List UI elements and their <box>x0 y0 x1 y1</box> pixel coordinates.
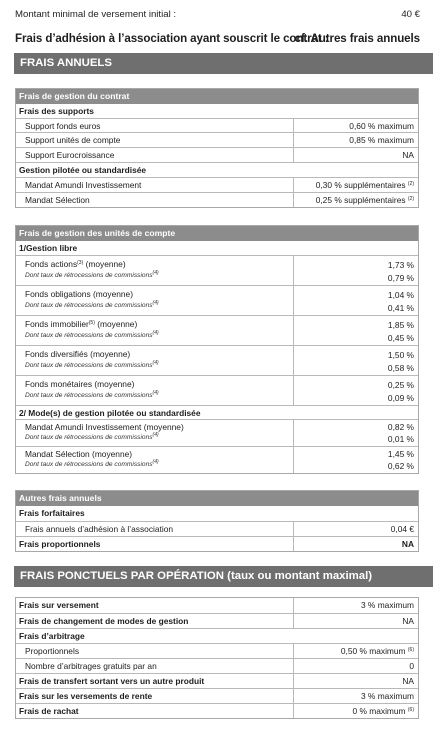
row-label: Frais de rachat <box>19 706 79 716</box>
other-annual-fees-table <box>15 490 419 552</box>
footnote-ref: (2) <box>407 196 414 202</box>
group-label: Frais d’arbitrage <box>19 631 85 641</box>
row-label: Frais annuels d’adhésion à l’association <box>25 524 174 534</box>
footnote-ref: (4) <box>152 300 159 306</box>
one-off-fees-band: FRAIS PONCTUELS PAR OPÉRATION (taux ou montant maximal) <box>14 566 433 587</box>
group-label: Frais forfaitaires <box>19 508 85 518</box>
row-value: NA <box>402 616 414 626</box>
retro-label: Dont taux de rétrocessions de commissions <box>25 302 153 309</box>
table-row <box>16 536 418 551</box>
row-label: Mandat Sélection (moyenne) <box>25 449 133 459</box>
row-value: 1,85 % <box>387 320 414 330</box>
table-row <box>16 446 418 473</box>
retro-label: Dont taux de rétrocessions de commissions <box>25 434 153 441</box>
association-fee-value: cf. Autres frais annuels <box>294 32 420 45</box>
table-group-row <box>16 506 418 521</box>
table-row <box>16 419 418 446</box>
row-value: 1,04 % <box>387 290 414 300</box>
row-value: 1,73 % <box>387 260 414 270</box>
row-label: Mandat Amundi Investissement (moyenne) <box>25 422 184 432</box>
row-value: 0,25 % supplémentaires <box>315 195 406 205</box>
retro-label: Dont taux de rétrocessions de commissions <box>25 272 153 279</box>
footnote-ref: (4) <box>152 270 159 276</box>
row-value: 0 <box>409 661 414 671</box>
row-label-suffix: (moyenne) <box>94 319 138 329</box>
table-header: Frais de gestion du contrat <box>16 89 418 104</box>
retro-label: Dont taux de rétrocessions de commissions <box>25 332 153 339</box>
table-row <box>16 315 418 345</box>
row-label: Fonds diversifiés (moyenne) <box>25 349 131 359</box>
retro-value: 0,58 % <box>387 363 414 373</box>
footnote-ref: (6) <box>407 647 414 653</box>
row-value: 0,25 % <box>387 380 414 390</box>
retro-value: 0,09 % <box>387 393 414 403</box>
retro-value: 0,45 % <box>387 333 414 343</box>
footnote-ref: (5) <box>88 320 95 326</box>
row-label: Support fonds euros <box>25 121 101 131</box>
row-value: NA <box>402 676 414 686</box>
minimum-payment-label: Montant minimal de versement initial : <box>15 9 177 20</box>
table-row <box>16 643 418 658</box>
row-value: 1,45 % <box>387 449 414 459</box>
row-value: 0,85 % maximum <box>349 135 414 145</box>
table-row <box>16 118 418 132</box>
minimum-payment-line <box>15 9 420 20</box>
row-value: 0,30 % supplémentaires <box>315 180 406 190</box>
footnote-ref: (2) <box>407 181 414 187</box>
row-value: 0 % maximum <box>352 706 406 716</box>
row-label: Frais de transfert sortant vers un autre produit <box>19 676 205 686</box>
table-row <box>16 673 418 688</box>
row-label: Mandat Amundi Investissement <box>25 180 142 190</box>
table-group-row <box>16 104 418 118</box>
row-label: Fonds immobilier <box>25 319 89 329</box>
table-row <box>16 658 418 673</box>
group-label: 1/Gestion libre <box>19 243 78 253</box>
row-value: 1,50 % <box>387 350 414 360</box>
retro-label: Dont taux de rétrocessions de commissions <box>25 461 153 468</box>
footnote-ref: (6) <box>407 707 414 713</box>
row-label: Fonds monétaires (moyenne) <box>25 379 135 389</box>
retro-label: Dont taux de rétrocessions de commissions <box>25 362 153 369</box>
footnote-ref: (4) <box>152 390 159 396</box>
footnote-ref: (3) <box>77 260 84 266</box>
row-label: Fonds actions <box>25 259 78 269</box>
table-row <box>16 132 418 147</box>
table-group-row <box>16 162 418 177</box>
footnote-ref: (4) <box>152 330 159 336</box>
unit-account-fees-table <box>15 225 419 474</box>
row-label: Frais sur versement <box>19 600 99 610</box>
retro-value: 0,01 % <box>387 434 414 444</box>
row-label: Mandat Sélection <box>25 195 90 205</box>
table-header: Frais de gestion des unités de compte <box>16 226 418 241</box>
retro-value: 0,79 % <box>387 273 414 283</box>
footnote-ref: (4) <box>152 459 159 465</box>
row-label: Nombre d’arbitrages gratuits par an <box>25 661 157 671</box>
minimum-payment-value: 40 € <box>401 9 420 20</box>
group-label: 2/ Mode(s) de gestion pilotée ou standardisée <box>19 408 201 418</box>
table-row <box>16 285 418 315</box>
row-value: 3 % maximum <box>360 600 414 610</box>
table-row <box>16 613 418 628</box>
table-row <box>16 598 418 613</box>
row-value: 0,04 € <box>390 524 414 534</box>
table-header: Autres frais annuels <box>16 491 418 506</box>
table-row <box>16 255 418 285</box>
annual-fees-band: FRAIS ANNUELS <box>14 53 433 74</box>
retro-label: Dont taux de rétrocessions de commissions <box>25 392 153 399</box>
footnote-ref: (4) <box>152 360 159 366</box>
table-group-row <box>16 241 418 255</box>
table-group-row <box>16 405 418 419</box>
table-row <box>16 375 418 405</box>
row-value: 3 % maximum <box>360 691 414 701</box>
association-fee-line <box>15 32 420 45</box>
footnote-ref: (4) <box>152 432 159 438</box>
table-row <box>16 703 418 718</box>
one-off-fees-table <box>15 597 419 719</box>
row-label: Frais proportionnels <box>19 539 101 549</box>
row-value: NA <box>401 539 414 549</box>
table-row <box>16 345 418 375</box>
table-group-row <box>16 628 418 643</box>
table-row <box>16 147 418 162</box>
association-fee-label: Frais d’adhésion à l’association ayant souscrit le contrat : <box>15 32 329 45</box>
table-row <box>16 521 418 536</box>
row-label: Support unités de compte <box>25 135 121 145</box>
row-value: 0,60 % maximum <box>349 121 414 131</box>
row-label-suffix: (moyenne) <box>83 259 126 269</box>
table-row <box>16 177 418 192</box>
row-label: Support Eurocroissance <box>25 150 115 160</box>
retro-value: 0,41 % <box>387 303 414 313</box>
row-value: NA <box>402 150 414 160</box>
row-label: Frais sur les versements de rente <box>19 691 153 701</box>
group-label: Gestion pilotée ou standardisée <box>19 165 147 175</box>
row-value: 0,50 % maximum <box>340 646 406 656</box>
table-row <box>16 192 418 207</box>
row-value: 0,82 % <box>387 422 414 432</box>
contract-management-fees-table <box>15 88 419 208</box>
retro-value: 0,62 % <box>387 461 414 471</box>
row-label: Proportionnels <box>25 646 80 656</box>
row-label: Fonds obligations (moyenne) <box>25 289 134 299</box>
row-label: Frais de changement de modes de gestion <box>19 616 189 626</box>
group-label: Frais des supports <box>19 106 94 116</box>
table-row <box>16 688 418 703</box>
